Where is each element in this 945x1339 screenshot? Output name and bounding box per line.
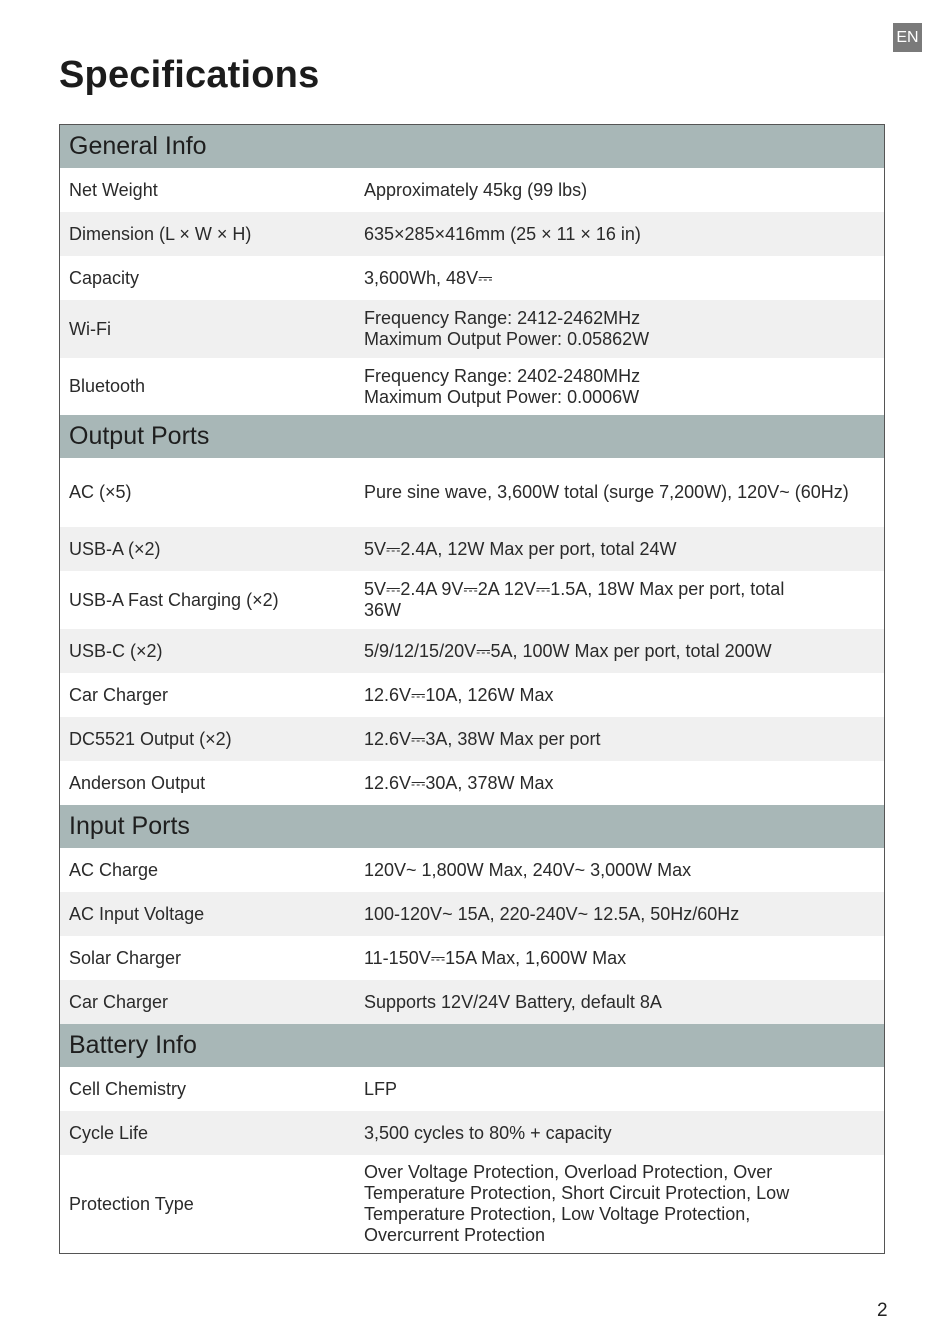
spec-value: [364, 579, 884, 621]
spec-row-anderson-output: [60, 761, 884, 805]
spec-row-car-charger-input: [60, 980, 884, 1024]
spec-label: AC (×5): [69, 482, 132, 502]
spec-row-wifi: [60, 300, 884, 358]
spec-value-line: Temperature Protection, Low Voltage Protection,: [364, 1204, 751, 1224]
spec-value-line: Maximum Output Power: 0.0006W: [364, 386, 640, 407]
spec-label: Car Charger: [69, 991, 169, 1012]
spec-value-line: 36W: [364, 600, 402, 620]
spec-value-line: 5V⎓2.4A 9V⎓2A 12V⎓1.5A, 18W Max per port, total: [364, 579, 785, 599]
spec-label: Net Weight: [69, 179, 158, 200]
spec-value-line: Over Voltage Protection, Overload Protection, Over: [364, 1162, 773, 1182]
spec-row-car-charger-output: [60, 673, 884, 717]
page-number: 2: [877, 1300, 888, 1321]
spec-value: LFP: [364, 1078, 398, 1099]
spec-row-usb-a: [60, 527, 884, 571]
spec-row-solar-charger: [60, 936, 884, 980]
spec-row-ac-charge: [60, 848, 884, 892]
spec-value: 12.6V⎓3A, 38W Max per port: [364, 728, 601, 749]
spec-value: 5V⎓2.4A, 12W Max per port, total 24W: [364, 538, 677, 559]
spec-value: 5/9/12/15/20V⎓5A, 100W Max per port, total 200W: [364, 640, 772, 661]
spec-row-dimension: [60, 212, 884, 256]
spec-value-line: Frequency Range: 2402-2480MHz: [364, 365, 641, 386]
spec-value: 11-150V⎓15A Max, 1,600W Max: [364, 947, 627, 968]
section-header-input-ports: Input Ports: [60, 805, 884, 848]
spec-value: Approximately 45kg (99 lbs): [364, 179, 588, 200]
spec-value: Supports 12V/24V Battery, default 8A: [364, 991, 662, 1012]
spec-value-line: Temperature Protection, Short Circuit Protection, Low: [364, 1183, 790, 1203]
section-header-output-ports: Output Ports: [60, 415, 884, 458]
spec-row-ac-input-voltage: [60, 892, 884, 936]
spec-label: USB-A (×2): [69, 538, 161, 559]
spec-row-cycle-life: [60, 1111, 884, 1155]
spec-label: USB-A Fast Charging (×2): [69, 589, 279, 610]
spec-value: Pure sine wave, 3,600W total (surge 7,200W), 120V~ (60Hz): [364, 482, 849, 502]
spec-value: [364, 366, 884, 408]
spec-row-cell-chemistry: [60, 1067, 884, 1111]
spec-label: Capacity: [69, 267, 140, 288]
spec-label: Anderson Output: [69, 772, 206, 793]
spec-label: USB-C (×2): [69, 640, 163, 661]
spec-label: Bluetooth: [69, 376, 146, 396]
spec-value: 100-120V~ 15A, 220-240V~ 12.5A, 50Hz/60Hz: [364, 903, 740, 924]
spec-value: 3,500 cycles to 80% + capacity: [364, 1122, 612, 1143]
section-header-general-info: General Info: [60, 125, 884, 168]
spec-value: 3,600Wh, 48V⎓: [364, 267, 493, 288]
language-badge: EN: [893, 23, 922, 52]
spec-row-usb-a-fast-charging: [60, 571, 884, 629]
spec-row-capacity: [60, 256, 884, 300]
spec-label: Car Charger: [69, 684, 169, 705]
spec-label: Cycle Life: [69, 1122, 149, 1143]
spec-label: Wi-Fi: [69, 318, 111, 339]
spec-row-ac-output: [60, 458, 884, 527]
spec-value: 12.6V⎓30A, 378W Max: [364, 772, 554, 793]
spec-row-net-weight: [60, 168, 884, 212]
spec-value-line: Frequency Range: 2412-2462MHz: [364, 308, 641, 328]
spec-label: Protection Type: [69, 1193, 194, 1214]
spec-label: Solar Charger: [69, 947, 182, 968]
spec-row-usb-c: [60, 629, 884, 673]
page-title: Specifications: [59, 54, 320, 96]
spec-value: [364, 1162, 884, 1246]
spec-value: 12.6V⎓10A, 126W Max: [364, 684, 554, 705]
spec-value-line: Overcurrent Protection: [364, 1225, 546, 1245]
spec-label: Dimension (L × W × H): [69, 223, 252, 244]
spec-label: AC Charge: [69, 859, 159, 880]
spec-value: 120V~ 1,800W Max, 240V~ 3,000W Max: [364, 859, 692, 880]
spec-row-bluetooth: [60, 358, 884, 415]
spec-value: 635×285×416mm (25 × 11 × 16 in): [364, 223, 641, 244]
spec-row-protection-type: [60, 1155, 884, 1253]
spec-label: AC Input Voltage: [69, 903, 205, 924]
section-header-battery-info: Battery Info: [60, 1024, 884, 1067]
spec-row-dc5521-output: [60, 717, 884, 761]
spec-label: Cell Chemistry: [69, 1078, 187, 1099]
spec-value-line: Maximum Output Power: 0.05862W: [364, 329, 650, 349]
spec-value: [364, 308, 884, 350]
spec-label: DC5521 Output (×2): [69, 728, 232, 749]
specifications-table: [59, 124, 885, 1254]
